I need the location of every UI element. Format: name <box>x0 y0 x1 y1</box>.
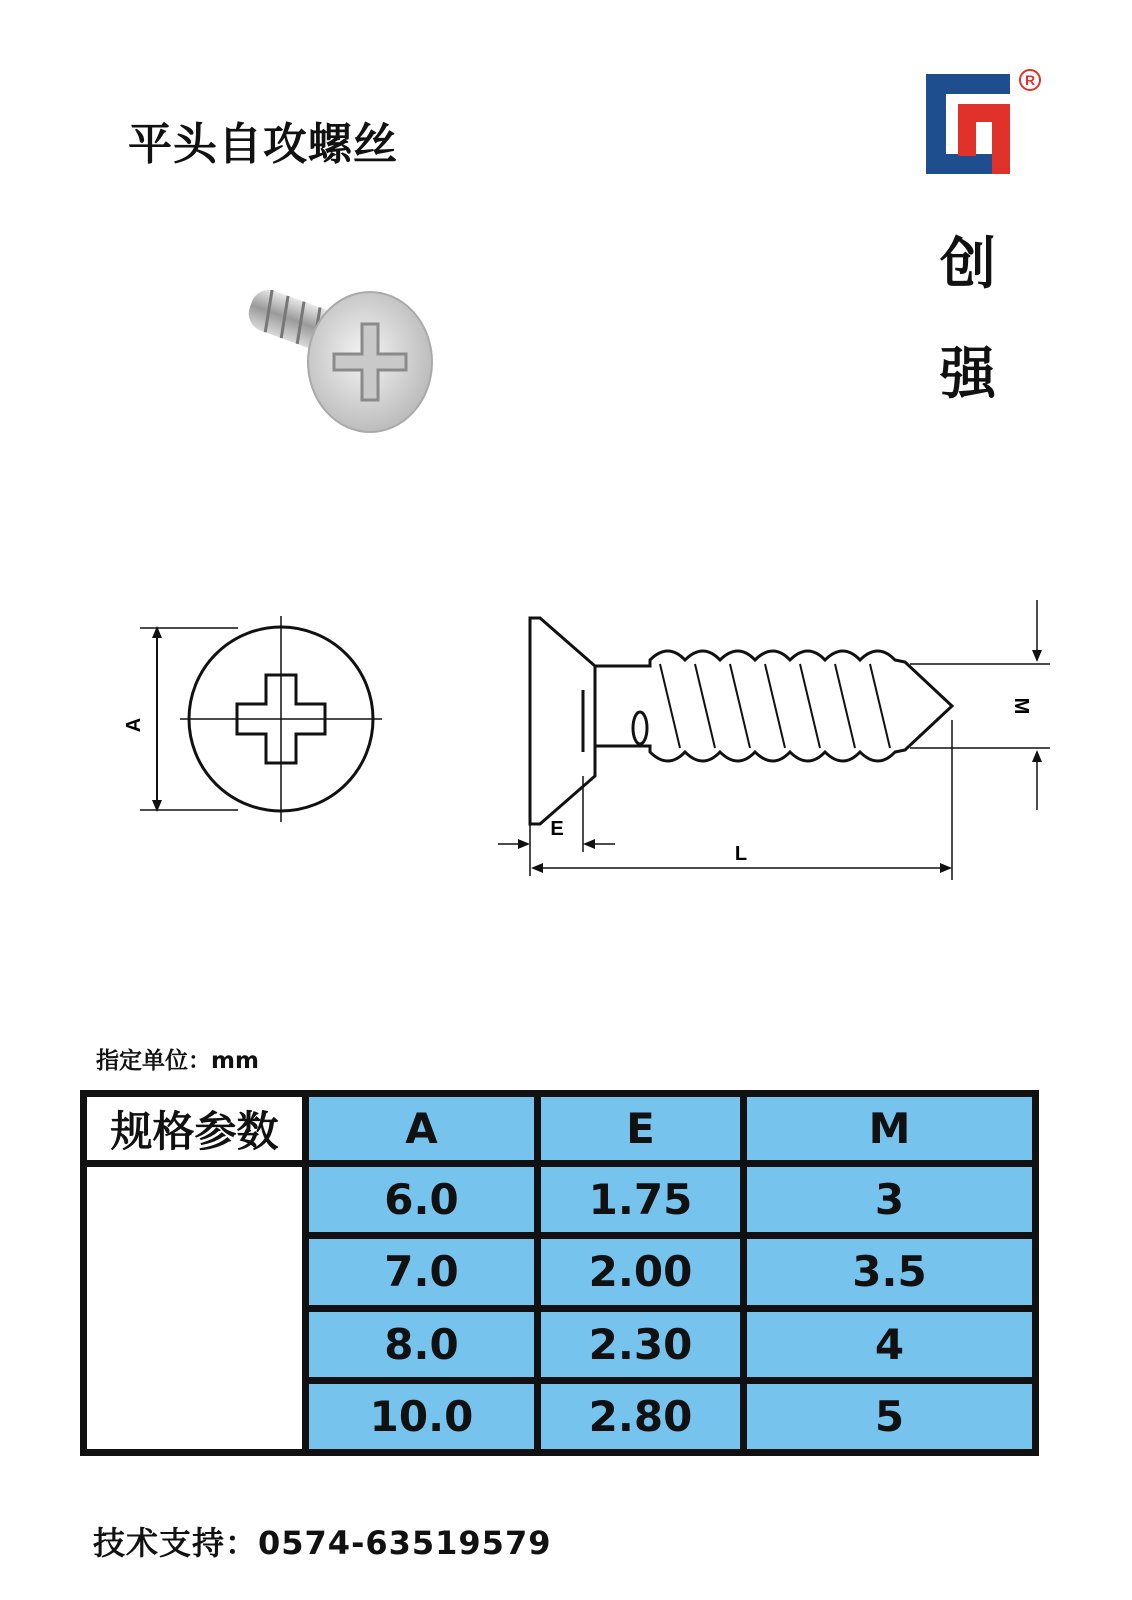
unit-note: 指定单位：mm <box>96 1048 259 1074</box>
table-cell: 3 <box>744 1164 1036 1236</box>
technical-drawing <box>0 580 1132 910</box>
table-cell: 4 <box>744 1308 1036 1380</box>
column-header-e: E <box>538 1094 744 1164</box>
brand-logo <box>918 66 1048 182</box>
dimension-label-m: M <box>1010 697 1032 715</box>
page-title: 平头自攻螺丝 <box>128 119 398 170</box>
footer-support-phone: 技术支持：0574-63519579 <box>93 1524 552 1562</box>
table-cell: 7.0 <box>306 1236 538 1308</box>
screw-photo <box>230 262 450 442</box>
table-blank-cell <box>84 1164 306 1453</box>
table-cell: 5 <box>744 1380 1036 1452</box>
table-cell: 10.0 <box>306 1380 538 1452</box>
spec-table <box>80 1090 1039 1456</box>
brand-name-char-1: 创 <box>940 232 996 297</box>
table-cell: 2.30 <box>538 1308 744 1380</box>
dimension-label-a: A <box>123 717 145 733</box>
dimension-label-e: E <box>550 818 564 840</box>
column-header-m: M <box>744 1094 1036 1164</box>
brand-name-char-2: 强 <box>940 342 996 407</box>
table-cell: 6.0 <box>306 1164 538 1236</box>
table-row-header: 规格参数 <box>84 1094 306 1164</box>
table-cell: 2.80 <box>538 1380 744 1452</box>
table-cell: 2.00 <box>538 1236 744 1308</box>
table-cell: 8.0 <box>306 1308 538 1380</box>
table-cell: 1.75 <box>538 1164 744 1236</box>
column-header-a: A <box>306 1094 538 1164</box>
svg-text:R: R <box>1024 72 1036 88</box>
dimension-label-l: L <box>734 843 748 865</box>
table-row <box>84 1164 1036 1236</box>
side-view <box>498 600 1050 880</box>
table-cell: 3.5 <box>744 1236 1036 1308</box>
head-view <box>140 616 382 822</box>
